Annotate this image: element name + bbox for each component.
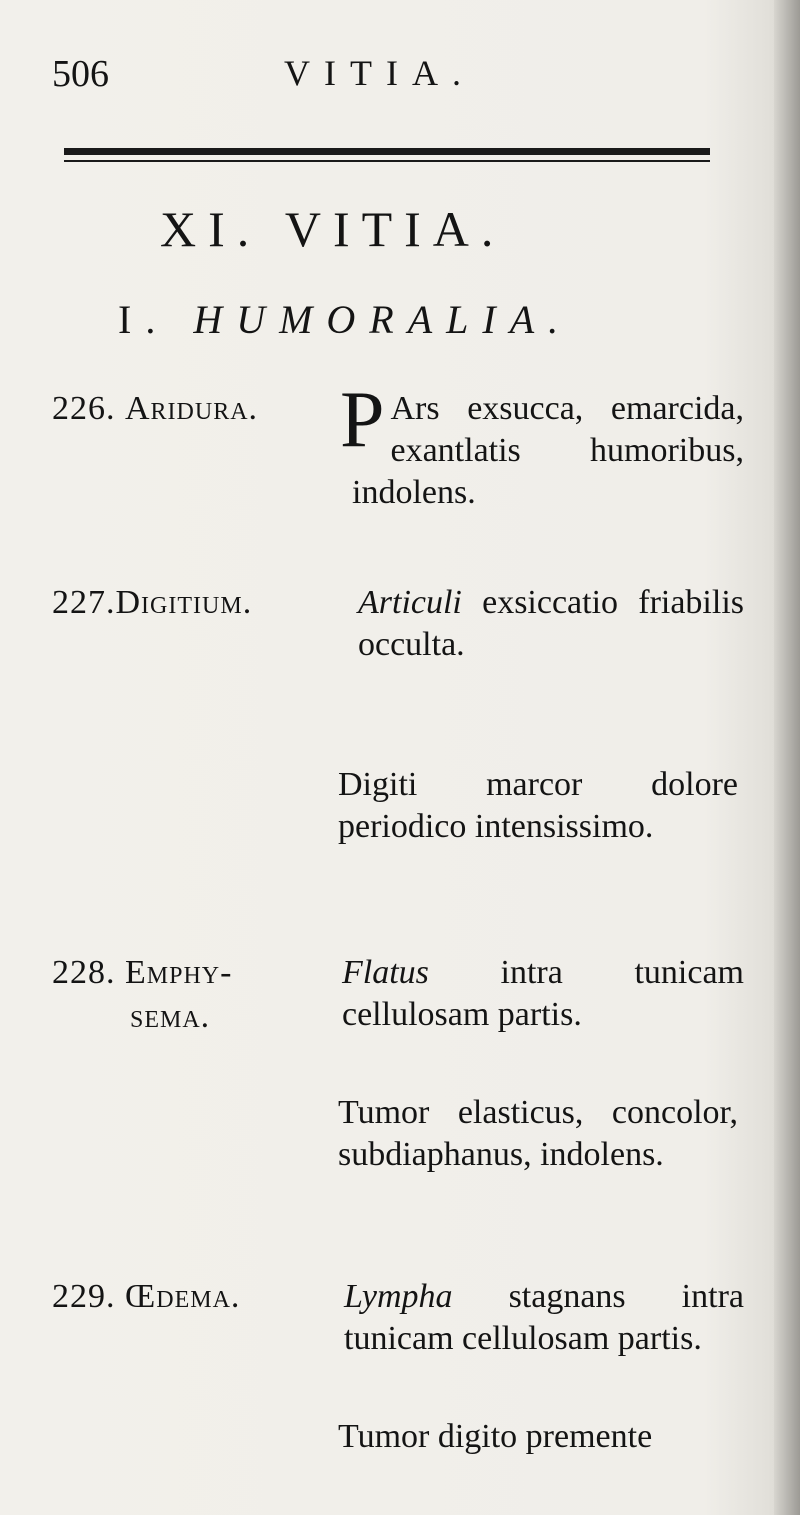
entry-number: 226.	[52, 390, 116, 427]
entry-229-extra: Tumor digito premente	[338, 1418, 653, 1455]
definition-text: intra tunicam cellulosam partis.	[342, 954, 744, 1033]
entry-number: 227.	[52, 584, 116, 621]
page-number: 506	[52, 53, 109, 95]
entry-number: 229.	[52, 1278, 116, 1315]
section-number: I.	[118, 297, 170, 342]
entry-definition	[340, 376, 744, 514]
entry-definition	[342, 952, 744, 1036]
entry-228	[52, 952, 752, 1052]
definition-text: stagnans intra tunicam cellulosam partis.	[344, 1278, 744, 1357]
entry-term	[52, 388, 258, 430]
definition-italic: Lympha	[344, 1278, 453, 1315]
entry-number: 228.	[52, 954, 116, 991]
section-name: HUMORALIA.	[193, 297, 573, 342]
entry-227-extra: Digiti marcor dolore periodico intensissimo.	[338, 766, 738, 845]
entry-228-extra: Tumor elasticus, concolor, subdiaphanus, indolens.	[338, 1094, 738, 1173]
entry-term-name: Digitium.	[115, 584, 253, 621]
definition-italic: Articuli	[358, 584, 462, 621]
drop-capital: P	[340, 376, 385, 464]
definition-text: Ars exsucca, emarcida, exantlatis humoribus, indolens.	[352, 390, 744, 511]
definition-italic: Flatus	[342, 954, 429, 991]
running-head: VITIA.	[284, 53, 475, 93]
entry-229	[52, 1276, 752, 1416]
header-rule-thin	[64, 160, 710, 162]
header-rule-thick	[64, 148, 710, 155]
page-gutter-shadow	[774, 0, 800, 1515]
chapter-title: XI. VITIA.	[160, 201, 506, 257]
entry-definition	[358, 582, 744, 666]
entry-term-name-line2: sema.	[130, 998, 211, 1035]
entry-term-continuation	[130, 996, 210, 1038]
definition-text: exsiccatio friabilis occulta.	[358, 584, 744, 663]
entry-226	[52, 376, 752, 528]
entry-227	[52, 582, 752, 682]
page-header	[52, 52, 712, 102]
entry-term	[52, 582, 252, 624]
entry-term	[52, 1276, 240, 1318]
entry-term-name: Emphy-	[125, 954, 233, 991]
entry-term	[52, 952, 232, 994]
entry-term-name: Aridura.	[125, 390, 259, 427]
entry-term-name: Œdema.	[125, 1278, 241, 1315]
entry-definition	[344, 1276, 744, 1360]
section-title	[118, 296, 572, 343]
